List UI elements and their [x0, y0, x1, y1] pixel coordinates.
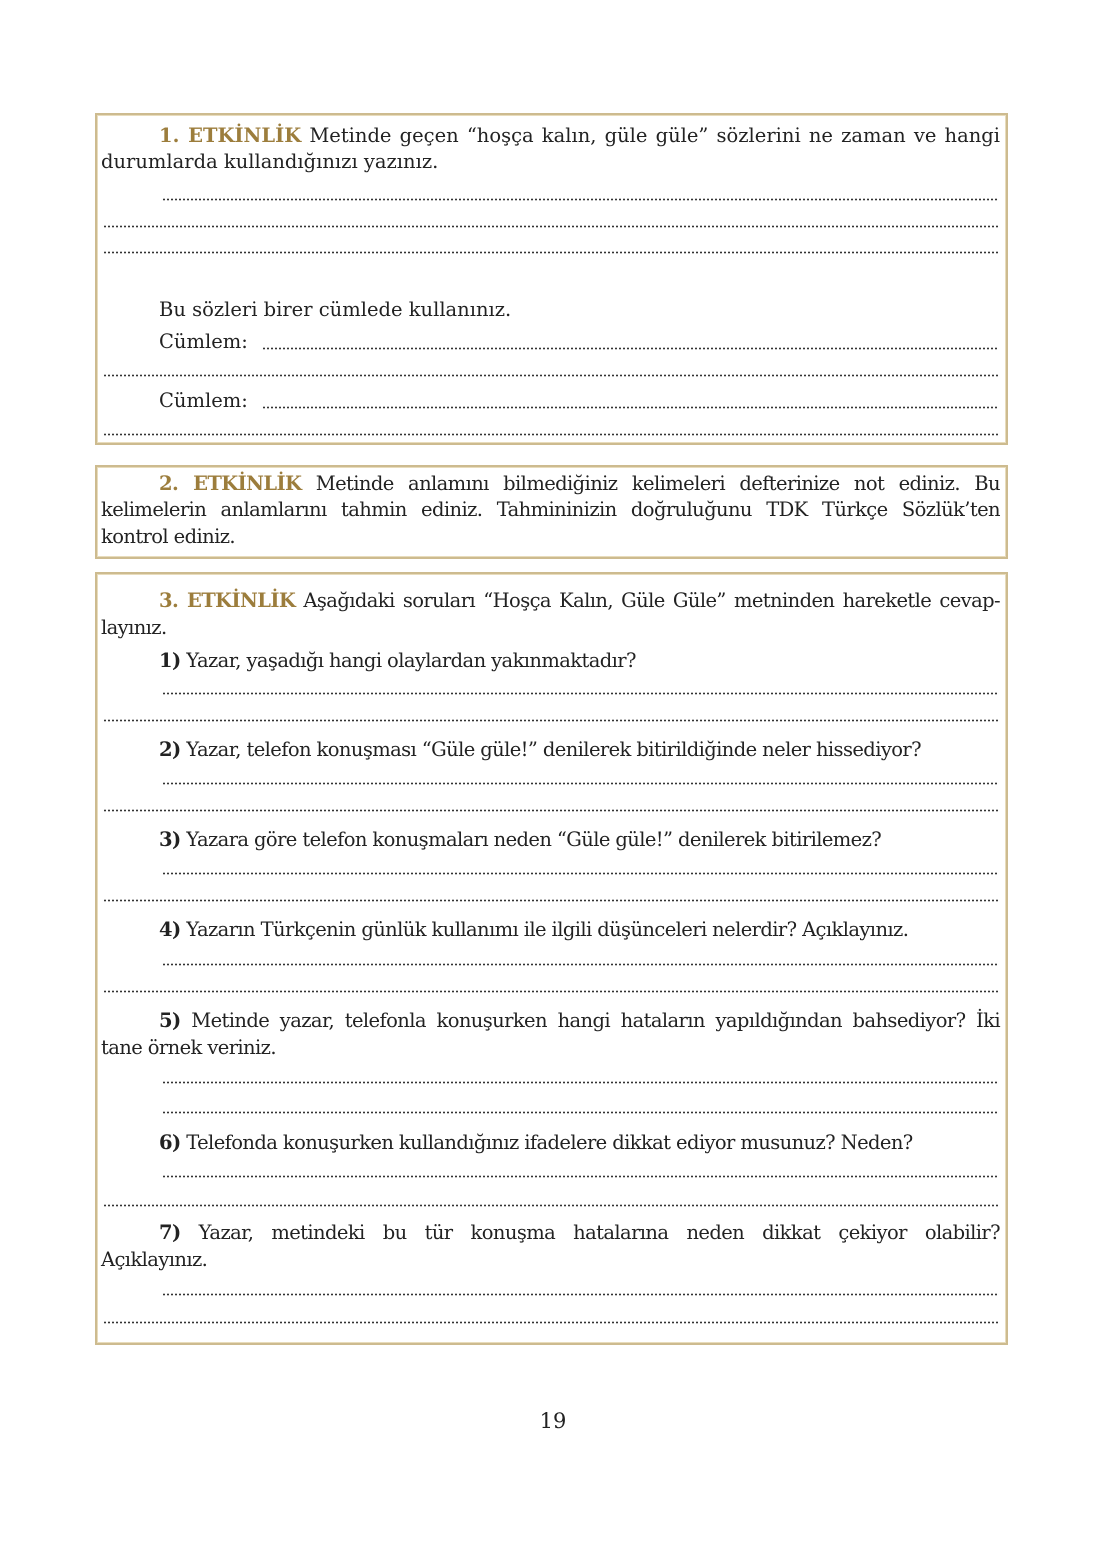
answer-line[interactable]	[162, 198, 998, 201]
activity-1-label: 1. ETKİNLİK	[159, 124, 302, 147]
activity-3-intro-line-1	[101, 588, 1000, 614]
answer-line[interactable]	[162, 1175, 998, 1178]
activity-2-line-1	[101, 471, 1000, 497]
question-number: 4)	[159, 918, 181, 941]
question-text: Metinde yazar, telefonla konuşurken hangi hataların yapıldığından bahsediyor? İki	[191, 1009, 1000, 1032]
sentence-label-2: Cümlem:	[159, 389, 248, 412]
answer-line[interactable]	[162, 692, 998, 695]
answer-line[interactable]	[103, 990, 998, 993]
activity-2-line-2: kelimelerin anlamlarını tahmin ediniz. Tahmininizin doğruluğunu TDK Türkçe Sözlük’ten	[101, 498, 1000, 521]
answer-line[interactable]	[162, 963, 998, 966]
activity-1-prompt-line-1	[101, 123, 1000, 149]
question-7	[101, 1220, 1000, 1246]
activity-2-box	[95, 465, 1008, 559]
activity-1-prompt-line-2: durumlarda kullandığınızı yazınız.	[101, 150, 439, 173]
activity-3-intro-line-2: layınız.	[101, 616, 167, 639]
answer-line[interactable]	[162, 872, 998, 875]
answer-line[interactable]	[262, 406, 998, 409]
answer-line[interactable]	[103, 809, 998, 812]
question-text: Yazarın Türkçenin günlük kullanımı ile ilgili düşünceleri nelerdir? Açıklayınız.	[186, 918, 909, 941]
answer-line[interactable]	[262, 347, 998, 350]
question-number: 7)	[159, 1221, 181, 1244]
question-7-continued: Açıklayınız.	[101, 1248, 208, 1271]
answer-line[interactable]	[103, 1204, 998, 1207]
answer-line[interactable]	[162, 1293, 998, 1296]
activity-2-label: 2. ETKİNLİK	[159, 472, 302, 495]
question-4	[101, 917, 1000, 943]
question-text: Yazar, yaşadığı hangi olaylardan yakınmaktadır?	[186, 649, 636, 672]
activity-2-text: Metinde anlamını bilmediğiniz kelimeleri defterinize not ediniz. Bu	[315, 472, 1000, 495]
question-number: 3)	[159, 828, 181, 851]
question-text: Yazar, metindeki bu tür konuşma hatalarına neden dikkat çekiyor olabilir?	[198, 1221, 1001, 1244]
question-5-continued: tane örnek veriniz.	[101, 1036, 276, 1059]
activity-1-instruction: Bu sözleri birer cümlede kullanınız.	[159, 298, 512, 321]
answer-line[interactable]	[103, 225, 998, 228]
sentence-label-1: Cümlem:	[159, 330, 248, 353]
activity-1-prompt-text: Metinde geçen “hoşça kalın, güle güle” sözlerini ne zaman ve hangi	[309, 124, 1000, 147]
question-number: 2)	[159, 738, 181, 761]
activity-1-box	[95, 113, 1008, 445]
question-6	[101, 1130, 1000, 1156]
answer-line[interactable]	[103, 719, 998, 722]
question-text: Yazara göre telefon konuşmaları neden “Güle güle!” denilerek bitirilemez?	[186, 828, 882, 851]
activity-3-intro-text: Aşağıdaki soruları “Hoşça Kalın, Güle Güle” metninden hareketle cevap-	[303, 589, 1000, 612]
answer-line[interactable]	[103, 899, 998, 902]
question-2	[101, 737, 1000, 763]
answer-line[interactable]	[162, 1081, 998, 1084]
question-3	[101, 827, 1000, 853]
answer-line[interactable]	[103, 374, 998, 377]
activity-3-label: 3. ETKİNLİK	[159, 589, 296, 612]
answer-line[interactable]	[162, 1111, 998, 1114]
question-text: Yazar, telefon konuşması “Güle güle!” denilerek bitirildiğinde neler hissediyor?	[186, 738, 921, 761]
question-1	[101, 648, 1000, 674]
answer-line[interactable]	[103, 251, 998, 254]
answer-line[interactable]	[103, 433, 998, 436]
question-number: 6)	[159, 1131, 181, 1154]
question-number: 5)	[159, 1009, 181, 1032]
question-text: Telefonda konuşurken kullandığınız ifadelere dikkat ediyor musunuz? Neden?	[186, 1131, 913, 1154]
question-5	[101, 1008, 1000, 1034]
activity-3-box	[95, 572, 1008, 1345]
activity-2-line-3: kontrol ediniz.	[101, 525, 235, 548]
question-number: 1)	[159, 649, 181, 672]
answer-line[interactable]	[162, 782, 998, 785]
page-number: 19	[539, 1409, 567, 1433]
answer-line[interactable]	[103, 1321, 998, 1324]
